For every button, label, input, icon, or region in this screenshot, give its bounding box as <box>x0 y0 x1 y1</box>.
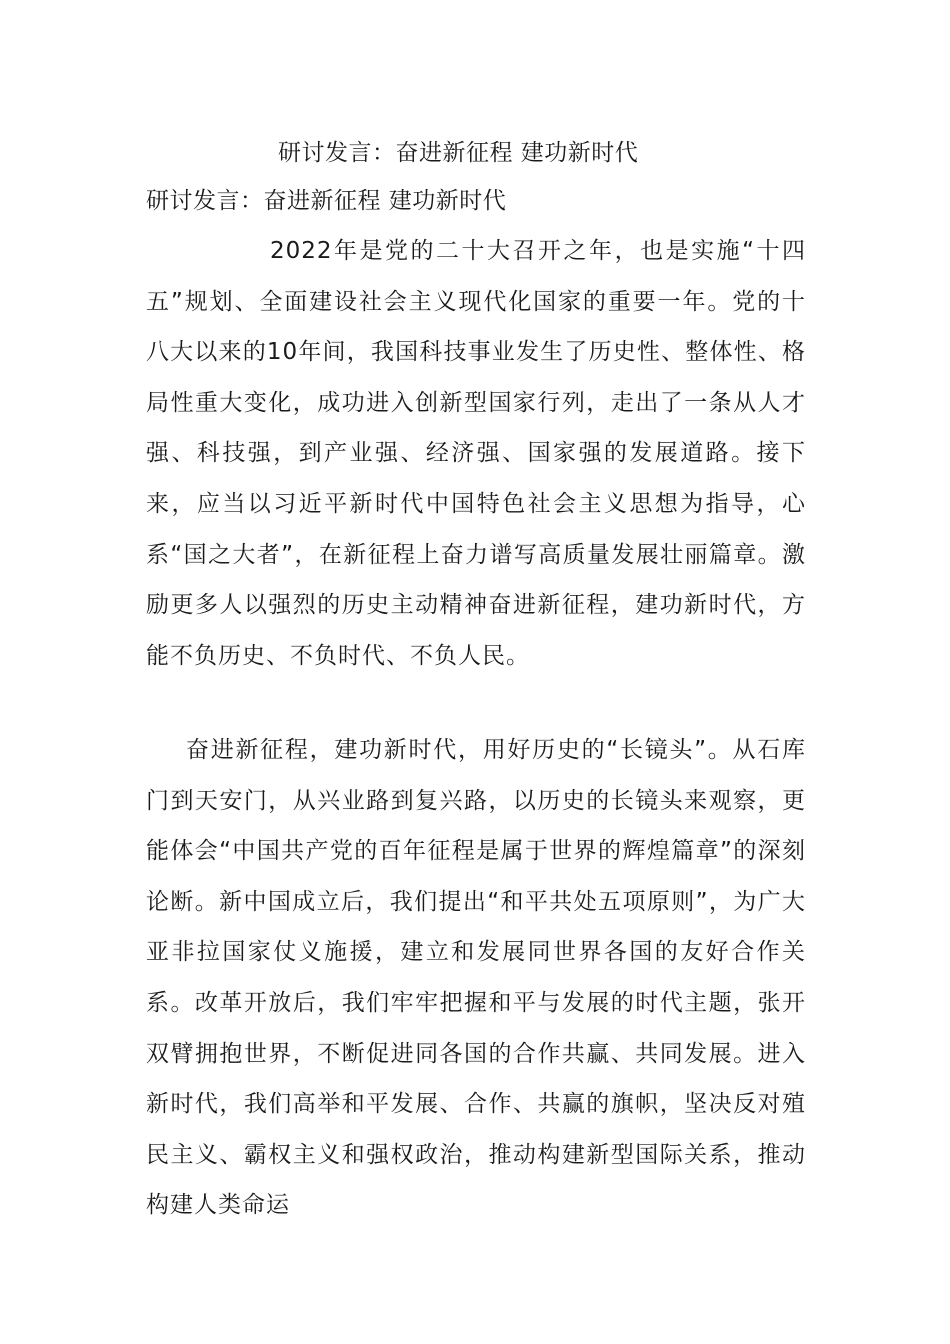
page-subtitle: 研讨发言：奋进新征程 建功新时代 <box>146 188 507 214</box>
paragraph-1: 2022年是党的二十大召开之年，也是实施“十四五”规划、全面建设社会主义现代化国家的重要一年。党的十八大以来的10年间，我国科技事业发生了历史性、整体性、格局性重大变化，成功进入创新型国家行列，走出了一条从人才强、科技强，到产业强、经济强、国家强的发展道路。接下来，应当以习近平新时代中国特色社会主义思想为指导，心系“国之大者”，在新征程上奋力谱写高质量发展壮丽篇章。激励更多人以强烈的历史主动精神奋进新征程，建功新时代，方能不负历史、不负时代、不负人民。 <box>146 238 806 669</box>
page-title: 研讨发言：奋进新征程 建功新时代 <box>278 140 639 166</box>
paragraph-2: 奋进新征程，建功新时代，用好历史的“长镜头”。从石库门到天安门，从兴业路到复兴路，以历史的长镜头来观察，更能体会“中国共产党的百年征程是属于世界的辉煌篇章”的深刻论断。新中国成立后，我们提出“和平共处五项原则”，为广大亚非拉国家仗义施援，建立和发展同世界各国的友好合作关系。改革开放后，我们牢牢把握和平与发展的时代主题，张开双臂拥抱世界，不断促进同各国的合作共赢、共同发展。进入新时代，我们高举和平发展、合作、共赢的旗帜，坚决反对殖民主义、霸权主义和强权政治，推动构建新型国际关系，推动构建人类命运 <box>146 737 806 1219</box>
